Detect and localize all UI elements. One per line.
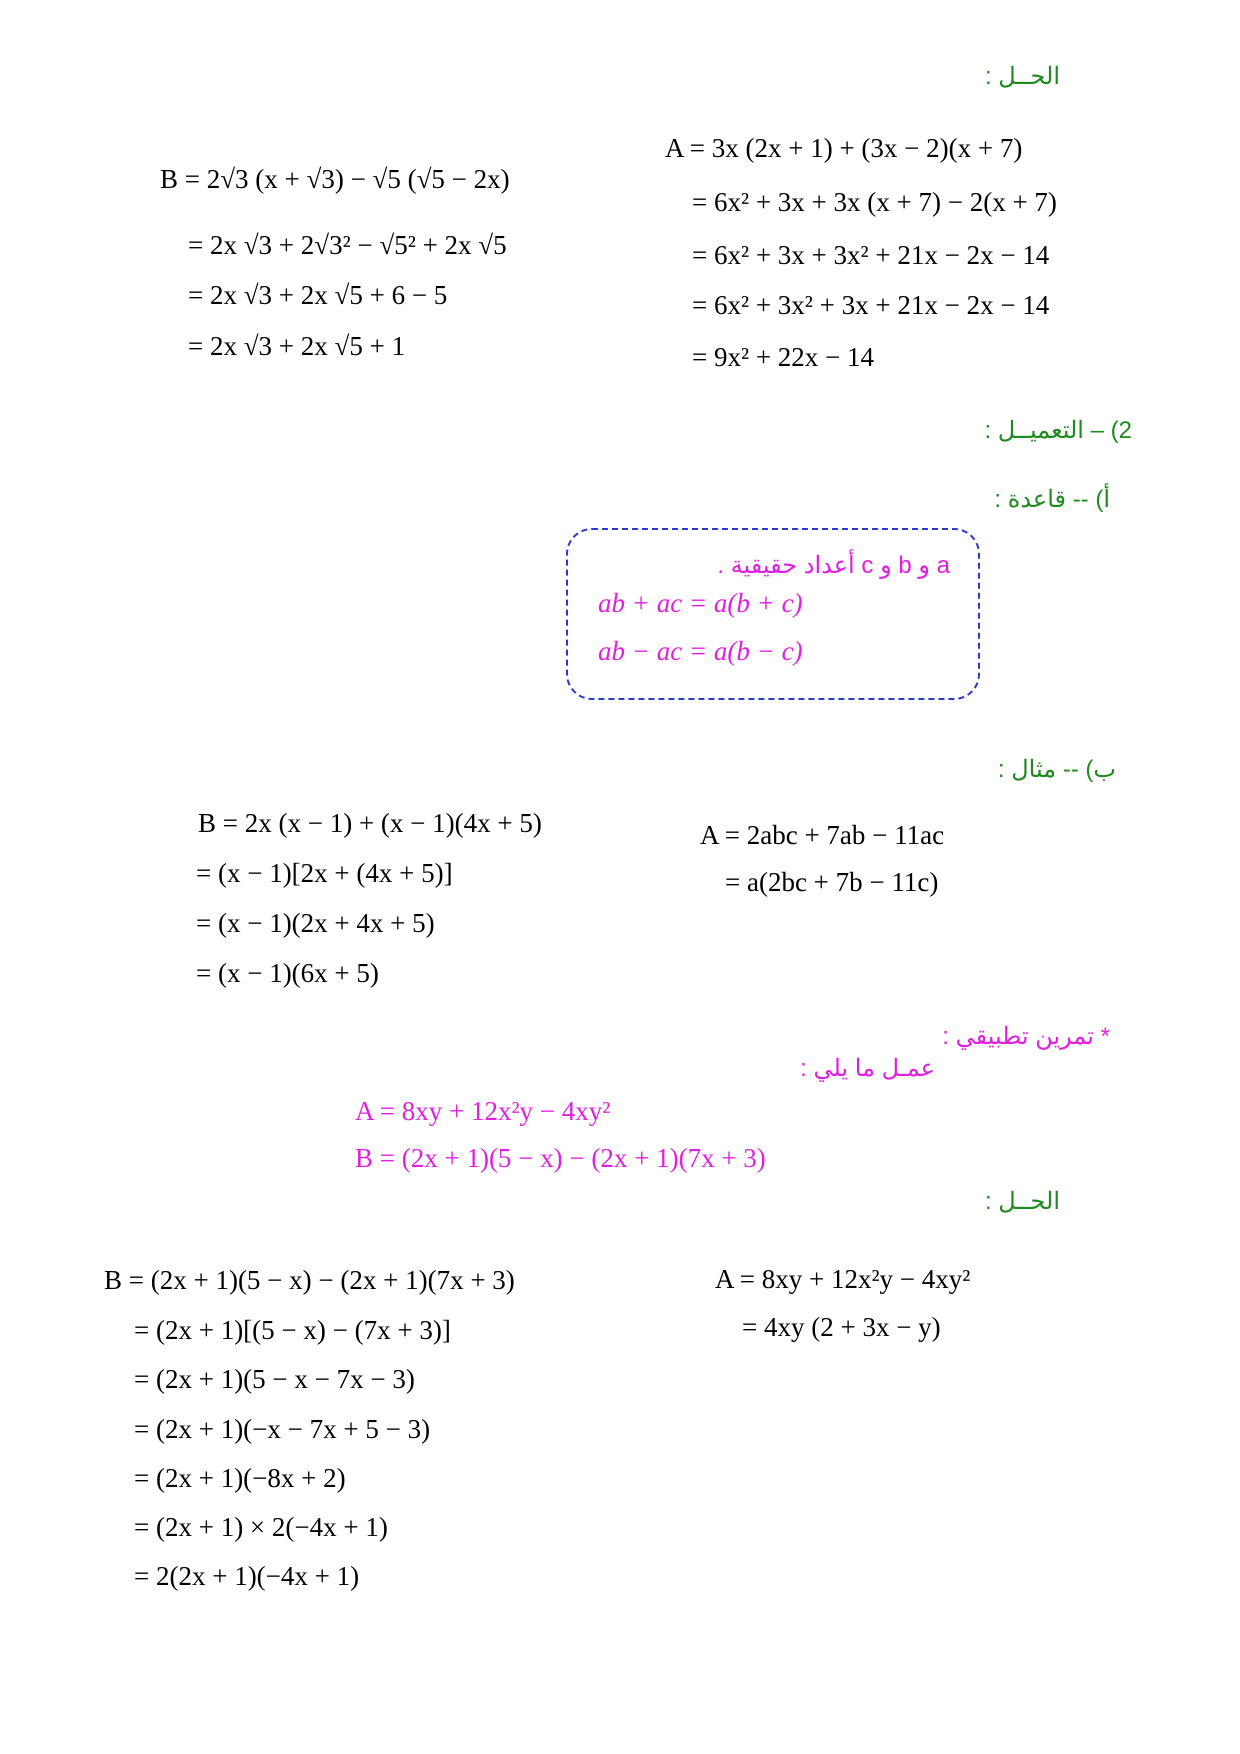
example-b-line-2: = (x − 1)[2x + (4x + 5)] <box>196 858 453 888</box>
exercise-heading: * تمرين تطبيقي : <box>942 1023 1110 1050</box>
rule-intro: a و b و c أعداد حقيقية . <box>717 552 950 579</box>
eq-a-line-2: = 6x² + 3x + 3x (x + 7) − 2(x + 7) <box>692 187 1057 217</box>
eq-a-line-4: = 6x² + 3x² + 3x + 21x − 2x − 14 <box>692 290 1050 320</box>
eq-b-line-2: = 2x √3 + 2√3² − √5² + 2x √5 <box>188 230 507 260</box>
example-b-line-1: B = 2x (x − 1) + (x − 1)(4x + 5) <box>198 808 542 838</box>
example-a-line-1: A = 2abc + 7ab − 11ac <box>700 820 945 850</box>
solution-a-line-2: = 4xy (2 + 3x − y) <box>742 1312 941 1342</box>
eq-b-line-1: B = 2√3 (x + √3) − √5 (√5 − 2x) <box>160 164 510 194</box>
solution-a-line-1: A = 8xy + 12x²y − 4xy² <box>715 1264 971 1294</box>
exercise-a: A = 8xy + 12x²y − 4xy² <box>355 1096 611 1126</box>
eq-a-line-5: = 9x² + 22x − 14 <box>692 342 875 372</box>
solution-b-line-4: = (2x + 1)(−x − 7x + 5 − 3) <box>134 1414 431 1444</box>
eq-b-line-3: = 2x √3 + 2x √5 + 6 − 5 <box>188 280 448 310</box>
solution-b-line-7: = 2(2x + 1)(−4x + 1) <box>134 1561 360 1591</box>
solution-b-line-6: = (2x + 1) × 2(−4x + 1) <box>134 1512 388 1542</box>
eq-a-line-1: A = 3x (2x + 1) + (3x − 2)(x + 7) <box>665 133 1023 163</box>
rule-formula-1: ab + ac = a(b + c) <box>598 588 803 618</box>
rule-heading: أ) -- قاعدة : <box>994 486 1110 513</box>
solution-label-2: الحــل : <box>984 1188 1060 1215</box>
rule-formula-2: ab − ac = a(b − c) <box>598 636 803 666</box>
example-b-line-4: = (x − 1)(6x + 5) <box>196 958 379 988</box>
solution-b-line-2: = (2x + 1)[(5 − x) − (7x + 3)] <box>134 1315 451 1345</box>
section-title: 2) – التعميــل : <box>984 417 1132 444</box>
solution-b-line-5: = (2x + 1)(−8x + 2) <box>134 1463 346 1493</box>
solution-b-line-3: = (2x + 1)(5 − x − 7x − 3) <box>134 1364 415 1394</box>
exercise-instruction: عمـل ما يلي : <box>800 1055 935 1082</box>
example-heading: ب) -- مثال : <box>997 756 1116 783</box>
eq-a-line-3: = 6x² + 3x + 3x² + 21x − 2x − 14 <box>692 240 1050 270</box>
example-a-line-2: = a(2bc + 7b − 11c) <box>725 867 939 897</box>
eq-b-line-4: = 2x √3 + 2x √5 + 1 <box>188 331 406 361</box>
solution-b-line-1: B = (2x + 1)(5 − x) − (2x + 1)(7x + 3) <box>104 1265 515 1295</box>
exercise-b: B = (2x + 1)(5 − x) − (2x + 1)(7x + 3) <box>355 1143 766 1173</box>
solution-label: الحــل : <box>984 63 1060 90</box>
example-b-line-3: = (x − 1)(2x + 4x + 5) <box>196 908 435 938</box>
